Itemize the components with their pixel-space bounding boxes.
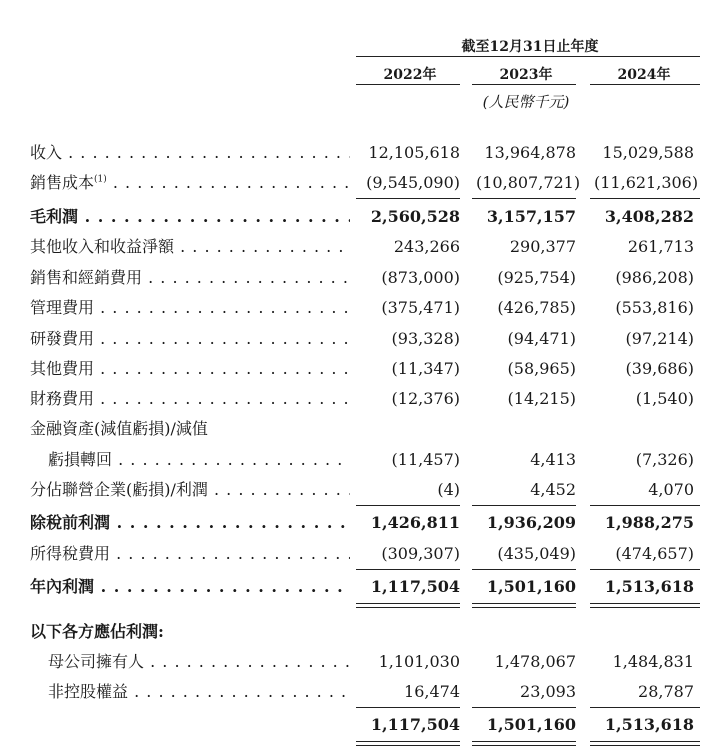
value-2023: 1,501,160 xyxy=(486,715,576,734)
subtotal-rule xyxy=(590,198,700,199)
value-2023: (14,215) xyxy=(507,389,576,408)
row-label: 虧損轉回 . . . xyxy=(48,445,350,475)
value-2024: 4,070 xyxy=(648,480,694,499)
value-2024: (11,621,306) xyxy=(594,173,699,192)
value-2022: 243,266 xyxy=(393,237,460,256)
value-2023: (426,785) xyxy=(497,298,576,317)
value-2024: 261,713 xyxy=(627,237,694,256)
year-rule-2023 xyxy=(472,84,576,85)
value-2022: (873,000) xyxy=(381,268,460,287)
footnote-marker: (1) xyxy=(94,174,107,185)
row-label: 毛利潤 . . . xyxy=(30,202,350,232)
row-revenue xyxy=(0,138,722,168)
row-label: 財務費用 . . . xyxy=(30,384,350,414)
value-2023: 4,413 xyxy=(530,450,576,469)
total-double-rule xyxy=(356,741,460,746)
value-2023: 4,452 xyxy=(530,480,576,499)
currency-unit: (人民幣千元) xyxy=(482,93,570,111)
subtotal-rule xyxy=(356,569,460,570)
value-2024: 1,513,618 xyxy=(604,577,694,596)
row-cost-of-sales xyxy=(0,168,722,198)
row-income-tax xyxy=(0,539,722,569)
subtotal-rule xyxy=(472,569,576,570)
total-double-rule xyxy=(472,603,576,608)
value-2022: (375,471) xyxy=(381,298,460,317)
row-impairment xyxy=(0,445,722,475)
year-header-2022: 2022年 xyxy=(383,67,437,83)
value-2024: (7,326) xyxy=(635,450,694,469)
row-label: 其他收入和收益淨額 . . . xyxy=(30,232,350,262)
row-profit-for-year xyxy=(0,572,722,602)
value-2022: 1,117,504 xyxy=(370,715,460,734)
value-2024: 15,029,588 xyxy=(602,143,694,162)
row-label: 其他費用 . . . xyxy=(30,354,350,384)
row-impairment-line1 xyxy=(0,414,722,444)
value-2022: (11,347) xyxy=(391,359,460,378)
value-2024: (553,816) xyxy=(615,298,694,317)
value-2022: (93,328) xyxy=(391,329,460,348)
value-2022: (309,307) xyxy=(381,544,460,563)
year-rule-2024 xyxy=(590,84,700,85)
row-label: 非控股權益 . . . xyxy=(48,677,350,707)
year-rule-2022 xyxy=(356,84,460,85)
value-2022: (4) xyxy=(437,480,460,499)
row-label: 研發費用 . . . xyxy=(30,324,350,354)
value-2022: 16,474 xyxy=(404,682,460,701)
value-2023: 13,964,878 xyxy=(484,143,576,162)
row-other-expenses xyxy=(0,354,722,384)
value-2023: (925,754) xyxy=(497,268,576,287)
row-label: 母公司擁有人 . . . xyxy=(48,647,350,677)
row-label: 所得稅費用 . . . xyxy=(30,539,350,569)
value-2023: 3,157,157 xyxy=(486,207,576,226)
section-heading: 以下各方應佔利潤: xyxy=(30,622,164,641)
row-label: 金融資產(減值虧損)/減值 xyxy=(30,419,208,438)
row-label: 銷售成本$^{(1)}$ . . . xyxy=(30,168,350,198)
value-2022: (12,376) xyxy=(391,389,460,408)
total-double-rule xyxy=(472,741,576,746)
value-2022: 1,101,030 xyxy=(378,652,460,671)
row-rnd xyxy=(0,324,722,354)
year-header-2024: 2024年 xyxy=(617,67,671,83)
row-label: 收入 . . . xyxy=(30,138,350,168)
value-2024: 1,484,831 xyxy=(612,652,694,671)
year-header-2023: 2023年 xyxy=(499,67,553,83)
row-gross-profit xyxy=(0,202,722,232)
row-attributable-total xyxy=(0,710,722,740)
value-2024: 1,988,275 xyxy=(604,513,694,532)
period-header: 截至12月31日止年度 xyxy=(461,39,599,55)
value-2023: (94,471) xyxy=(507,329,576,348)
row-profit-before-tax xyxy=(0,508,722,538)
subtotal-rule xyxy=(590,569,700,570)
value-2024: (1,540) xyxy=(635,389,694,408)
subtotal-rule xyxy=(590,707,700,708)
row-label: 管理費用 . . . xyxy=(30,293,350,323)
value-2023: (10,807,721) xyxy=(476,173,581,192)
row-other-income xyxy=(0,232,722,262)
value-2024: 3,408,282 xyxy=(604,207,694,226)
total-double-rule xyxy=(590,603,700,608)
value-2023: (435,049) xyxy=(497,544,576,563)
value-2024: (97,214) xyxy=(625,329,694,348)
row-attributable-heading xyxy=(0,617,722,647)
row-label: 除稅前利潤 . . . xyxy=(30,508,350,538)
value-2022: 1,426,811 xyxy=(370,513,460,532)
row-label: 銷售和經銷費用 . . . xyxy=(30,263,350,293)
value-2023: 1,478,067 xyxy=(494,652,576,671)
subtotal-rule xyxy=(472,505,576,506)
subtotal-rule xyxy=(356,505,460,506)
subtotal-rule xyxy=(356,707,460,708)
period-header-rule xyxy=(356,56,700,57)
subtotal-rule xyxy=(472,707,576,708)
row-administrative xyxy=(0,293,722,323)
total-double-rule xyxy=(590,741,700,746)
value-2022: 1,117,504 xyxy=(370,577,460,596)
value-2023: 1,936,209 xyxy=(486,513,576,532)
row-share-of-associates xyxy=(0,475,722,505)
row-label: 分佔聯營企業(虧損)/利潤 . . . xyxy=(30,475,350,505)
subtotal-rule xyxy=(590,505,700,506)
value-2023: 290,377 xyxy=(509,237,576,256)
value-2024: 28,787 xyxy=(638,682,694,701)
subtotal-rule xyxy=(472,198,576,199)
row-label: 年內利潤 . . . xyxy=(30,572,350,602)
value-2023: (58,965) xyxy=(507,359,576,378)
total-double-rule xyxy=(356,603,460,608)
value-2023: 1,501,160 xyxy=(486,577,576,596)
value-2024: 1,513,618 xyxy=(604,715,694,734)
value-2022: (11,457) xyxy=(391,450,460,469)
value-2022: 12,105,618 xyxy=(368,143,460,162)
value-2023: 23,093 xyxy=(520,682,576,701)
value-2024: (39,686) xyxy=(625,359,694,378)
value-2022: (9,545,090) xyxy=(366,173,460,192)
value-2022: 2,560,528 xyxy=(370,207,460,226)
value-2024: (474,657) xyxy=(615,544,694,563)
row-owners-of-parent xyxy=(0,647,722,677)
subtotal-rule xyxy=(356,198,460,199)
row-selling-distribution xyxy=(0,263,722,293)
row-non-controlling-interests xyxy=(0,677,722,707)
value-2024: (986,208) xyxy=(615,268,694,287)
row-finance-costs xyxy=(0,384,722,414)
